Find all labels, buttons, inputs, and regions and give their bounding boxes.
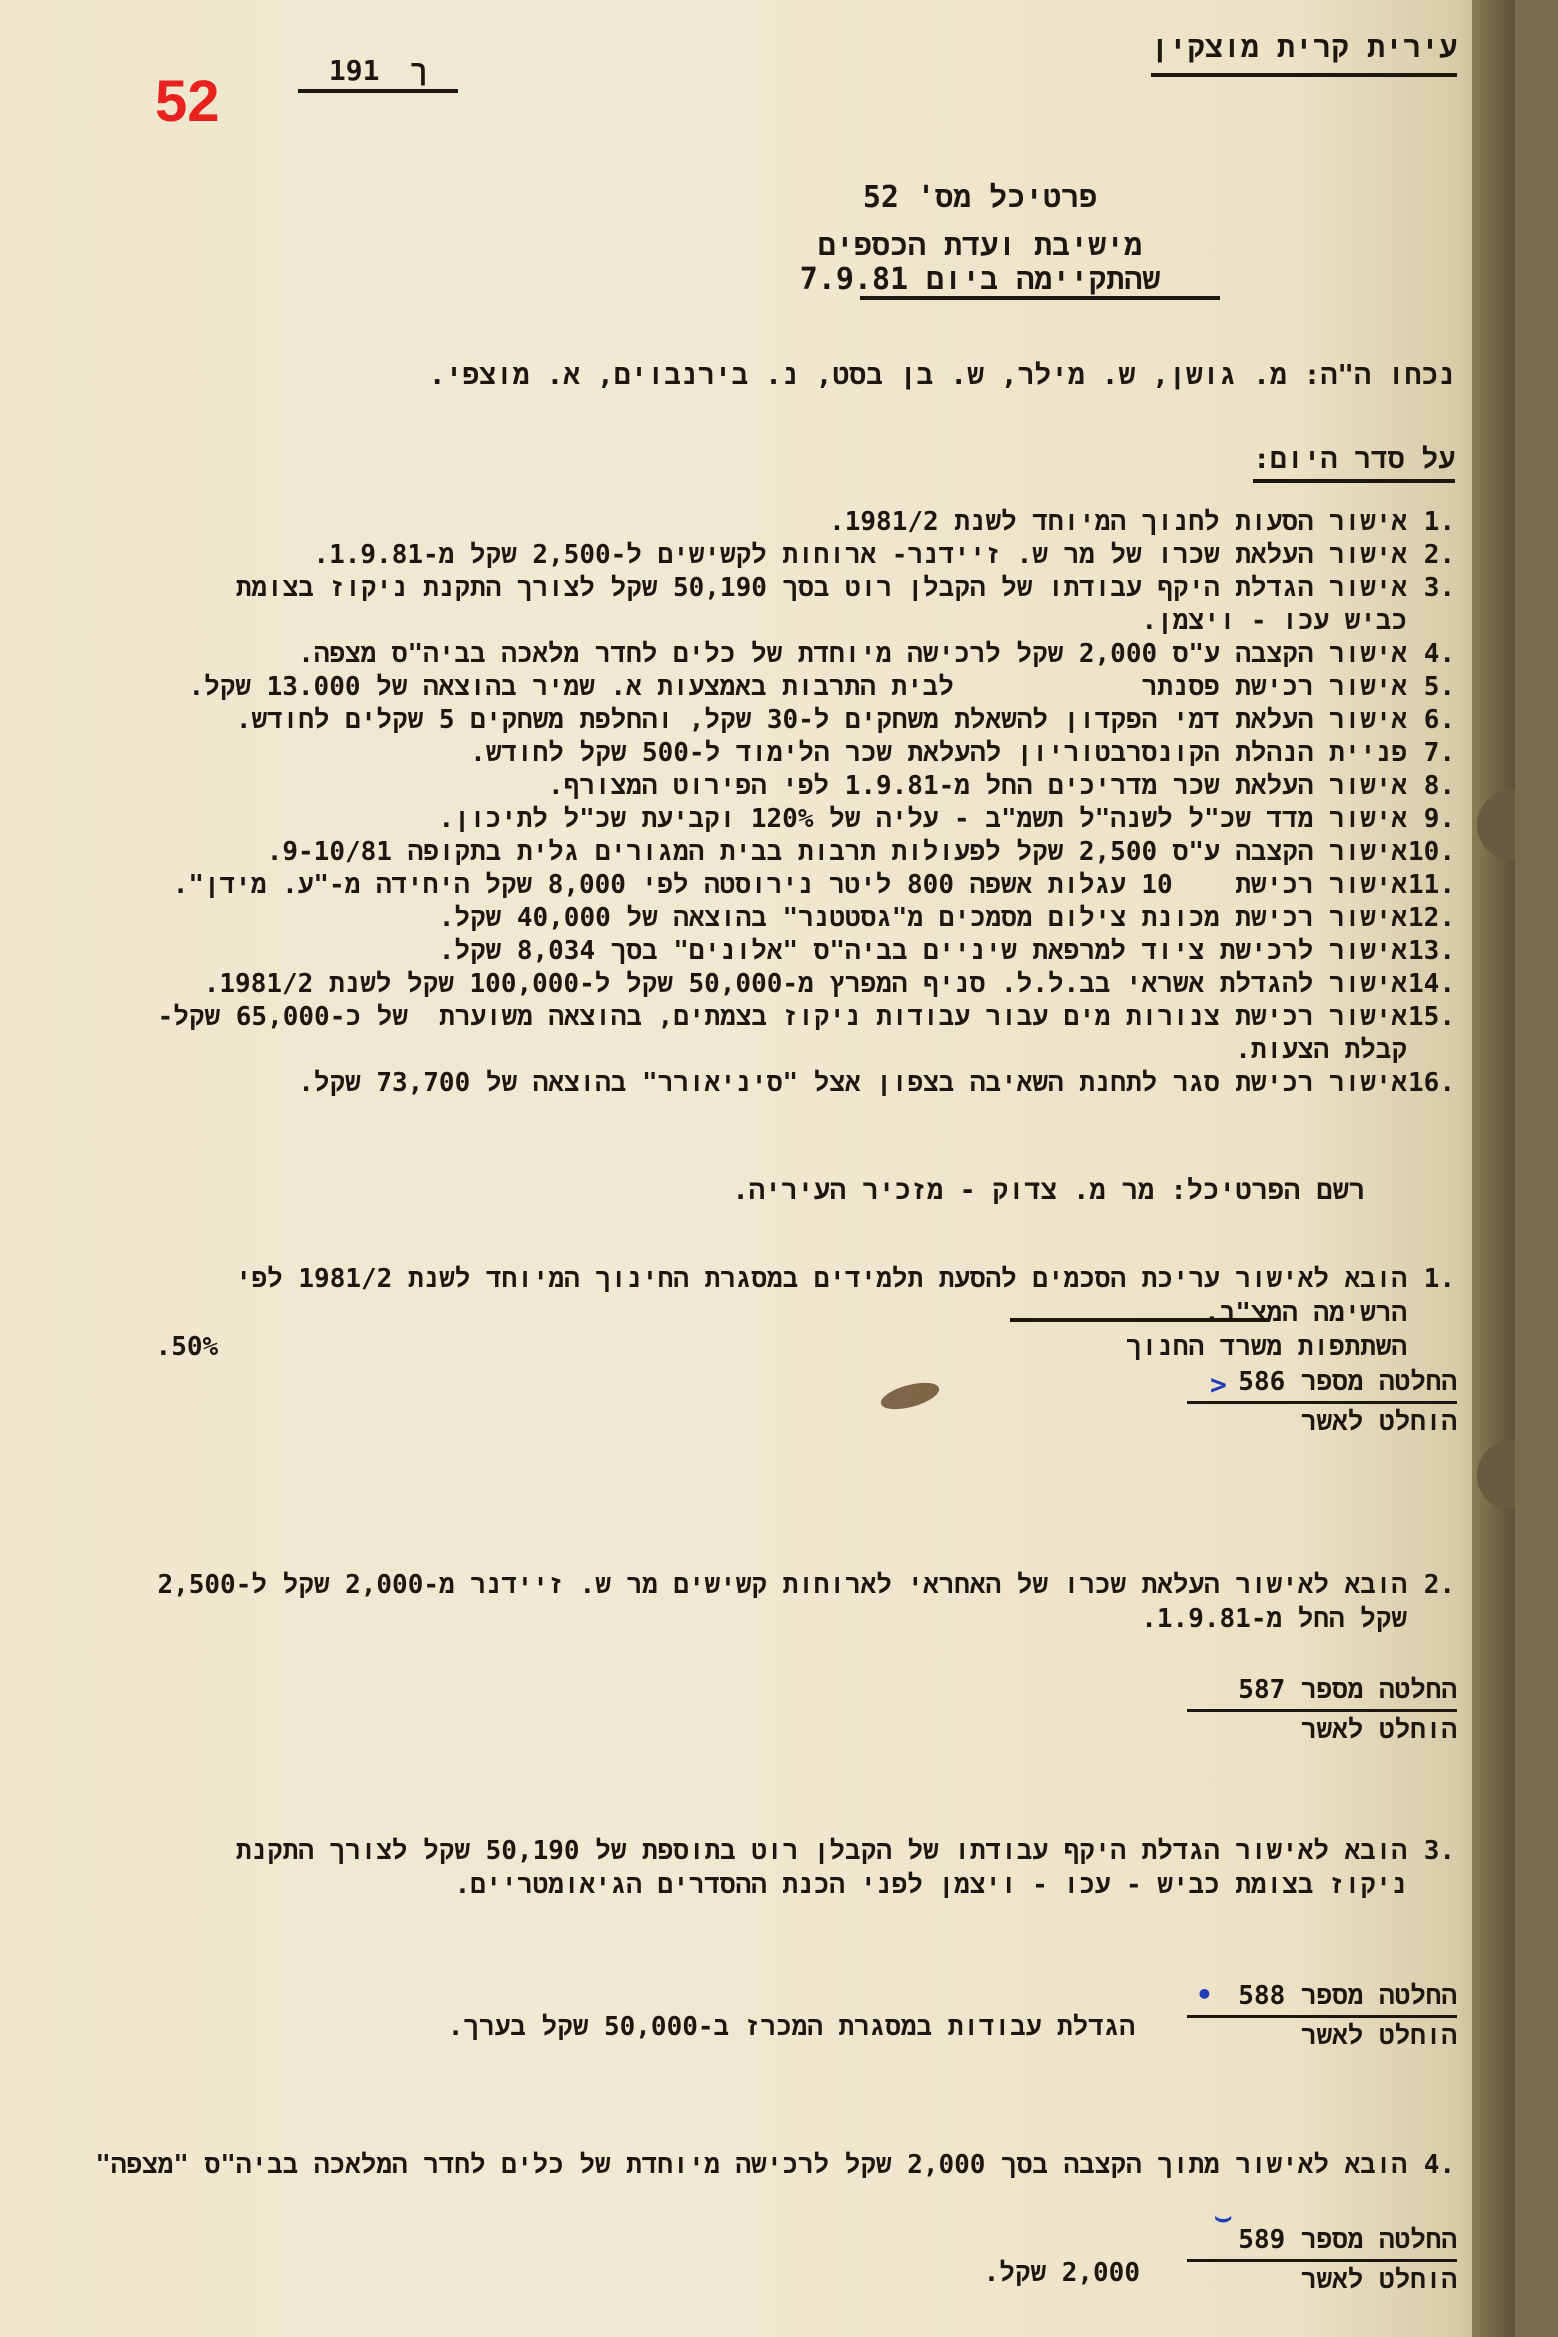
agenda-item [115, 902, 1455, 935]
agenda-item [115, 671, 1455, 704]
agenda-item [115, 1001, 1455, 1034]
agenda-item-number: .12 [1408, 903, 1455, 933]
title-underline [860, 296, 1220, 300]
agenda-item-number: .15 [1408, 1002, 1455, 1032]
decision-text: הוחלט לאשר [1300, 1715, 1457, 1745]
agenda-item-number: .3 [1423, 573, 1455, 603]
decision-number: 587 [1238, 1675, 1286, 1705]
decision-note: הגדלת עבודות במסגרת המכרז ב-50,000 שקל בערך. [447, 2012, 1135, 2042]
agenda-item-number: .14 [1408, 969, 1455, 999]
agenda-item-number: .11 [1408, 870, 1455, 900]
agenda-item-continuation [115, 1034, 1455, 1067]
meeting-date: שהתקיימה ביום 7.9.81 [799, 262, 1161, 297]
item-text-line: שקל החל מ-1.9.81. [1141, 1604, 1407, 1634]
agenda-item-text: פניית הנהלת הקונסרבטוריון להעלאת שכר הלימוד ל-500 שקל לחודש. [470, 738, 1407, 768]
pen-check-mark: > [1210, 1368, 1227, 1401]
binder-edge [1472, 0, 1515, 2337]
decision-number: 588 [1238, 1981, 1286, 2011]
attendees-line: נכחו ה"ה: מ. גושן, ש. מילר, ש. בן בסט, נ. בירנבוים, א. מוצפי. [428, 358, 1455, 391]
decision-number-line [1187, 1364, 1457, 1404]
agenda-item-text: אישור הסעות לחנוך המיוחד לשנת 1981/2. [829, 507, 1407, 537]
page-letter: ך [410, 54, 428, 87]
agenda-item [115, 638, 1455, 671]
recorder-line: רשם הפרטיכל: מר מ. צדוק - מזכיר העיריה. [732, 1175, 1365, 1206]
hand-underline [1010, 1318, 1270, 1322]
agenda-item-text: אישור מדד שכ"ל לשנה"ל תשמ"ב - עליה של 120% וקביעת שכ"ל לתיכון. [438, 804, 1407, 834]
item-text-line: הובא לאישור הגדלת היקף עבודתו של הקבלן רוט בתוספת של 50,190 שקל לצורך התקנת [235, 1836, 1407, 1866]
decision-label: החלטה מספר [1300, 1367, 1457, 1397]
decision-text: הוחלט לאשר [1300, 2021, 1457, 2051]
agenda-item-text: אישור העלאת שכרו של מר ש. זיידנר- ארוחות לקשישים ל-2,500 שקל מ-1.9.81. [313, 540, 1407, 570]
agenda-item-number: .6 [1423, 705, 1455, 735]
decision-number-line [1187, 1978, 1457, 2018]
decision-number: 586 [1238, 1367, 1286, 1397]
minutes-item-2 [35, 1568, 1455, 1636]
agenda-item [115, 704, 1455, 737]
agenda-item-number: .16 [1408, 1068, 1455, 1098]
item-number: .1 [1423, 1264, 1455, 1294]
agenda-item [115, 572, 1455, 605]
agenda-item-number: .13 [1408, 936, 1455, 966]
decision-589 [1157, 2222, 1457, 2298]
agenda-item [115, 1067, 1455, 1100]
item-number: .4 [1423, 2150, 1455, 2180]
minutes-item-3 [35, 1834, 1455, 1902]
agenda-item [115, 506, 1455, 539]
red-stamp-number: 52 [155, 69, 220, 134]
agenda-item-number: .10 [1408, 837, 1455, 867]
agenda-item-number: .8 [1423, 771, 1455, 801]
agenda-item-text: אישור הגדלת היקף עבודתו של הקבלן רוט בסך 50,190 שקל לצורך התקנת ניקוז בצומת [235, 573, 1407, 603]
ink-smudge [878, 1378, 942, 1415]
agenda-item-text-continued: כביש עכו - ויצמן. [1141, 606, 1407, 636]
minutes-item-1 [35, 1262, 1455, 1364]
agenda-item-number: .2 [1423, 540, 1455, 570]
item-number: .3 [1423, 1836, 1455, 1866]
pen-check-mark: ⌣ [1214, 2200, 1233, 2233]
agenda-list [115, 506, 1455, 1100]
decision-note: 2,000 שקל. [983, 2258, 1140, 2288]
decision-label: החלטה מספר [1300, 2225, 1457, 2255]
decision-number: 589 [1238, 2225, 1286, 2255]
item-text-line: הובא לאישור מתוך הקצבה בסך 2,000 שקל לרכישה מיוחדת של כלים לחדר המלאכה בביה"ס "מצפה" [95, 2150, 1407, 2180]
agenda-item-text: אישור לרכישת ציוד למרפאת שיניים בביה"ס "אלונים" בסך 8,034 שקל. [438, 936, 1407, 966]
item-text-line: הובא לאישור עריכת הסכמים להסעת תלמידים במסגרת החינוך המיוחד לשנת 1981/2 לפי [235, 1264, 1407, 1294]
page-number [298, 54, 458, 93]
decision-586 [1157, 1364, 1457, 1440]
meeting-title: מישיבת ועדת הכספים [817, 228, 1143, 263]
agenda-item [115, 737, 1455, 770]
agenda-item-text: אישור רכישת צנורות מים עבור עבודות ניקוז בצמתים, בהוצאה משוערת של כ-65,000 שקל- [157, 1002, 1407, 1032]
decision-label: החלטה מספר [1300, 1981, 1457, 2011]
decision-587 [1157, 1672, 1457, 1748]
item-text-line: הרשימה המצ"ב. [1204, 1298, 1407, 1328]
item-number: .2 [1423, 1570, 1455, 1600]
minutes-item-4 [35, 2148, 1455, 2182]
agenda-item-text: אישור רכישת פסנתר לבית התרבות באמצעות א. שמיר בהוצאה של 13.000 שקל. [188, 672, 1407, 702]
agenda-item-text: אישור רכישת 10 עגלות אשפה 800 ליטר נירוסטה לפי 8,000 שקל היחידה מ-"ע. מידן". [172, 870, 1407, 900]
agenda-heading: על סדר היום: [1253, 442, 1455, 483]
agenda-item [115, 968, 1455, 1001]
agenda-item-number: .9 [1423, 804, 1455, 834]
item-text-line: ניקוז בצומת כביש - עכו - ויצמן לפני הכנת ההסדרים הגיאומטריים. [454, 1870, 1407, 1900]
agenda-item-text: אישור הקצבה ע"ס 2,500 שקל לפעולות תרבות בבית המגורים גלית בתקופה 9-10/81. [266, 837, 1407, 867]
town-header: עירית קרית מוצקין [1151, 30, 1457, 77]
agenda-item-text: אישור הקצבה ע"ס 2,000 שקל לרכישה מיוחדת של כלים לחדר מלאכה בביה"ס מצפה. [298, 639, 1407, 669]
decision-number-line [1187, 1672, 1457, 1712]
agenda-item-number: .5 [1423, 672, 1455, 702]
agenda-item-text: אישור רכישת סגר לתחנת השאיבה בצפון אצל "סיניאורר" בהוצאה של 73,700 שקל. [298, 1068, 1407, 1098]
agenda-item-number: .1 [1423, 507, 1455, 537]
decision-text: הוחלט לאשר [1300, 2265, 1457, 2295]
agenda-item [115, 836, 1455, 869]
agenda-item-continuation [115, 605, 1455, 638]
agenda-item-text: אישור רכישת מכונת צילום מסמכים מ"גסטטנר" בהוצאה של 40,000 שקל. [438, 903, 1407, 933]
agenda-item-text: אישור להגדלת אשראי בב.ל.ל. סניף המפרץ מ-50,000 שקל ל-100,000 שקל לשנת 1981/2. [203, 969, 1407, 999]
agenda-item-text: אישור העלאת דמי הפקדון להשאלת משחקים ל-30 שקל, והחלפת משחקים 5 שקלים לחודש. [235, 705, 1407, 735]
item-text-line: הובא לאישור העלאת שכרו של האחראי לארוחות קשישים מר ש. זיידנר מ-2,000 שקל ל-2,500 [157, 1570, 1407, 1600]
pen-dot-mark: • [1196, 1978, 1213, 2011]
agenda-item [115, 869, 1455, 902]
agenda-item-number: .4 [1423, 639, 1455, 669]
item-text-line: השתתפות משרד החנוך 50%. [155, 1332, 1407, 1362]
agenda-item [115, 803, 1455, 836]
decision-label: החלטה מספר [1300, 1675, 1457, 1705]
agenda-item [115, 539, 1455, 572]
agenda-item-text-continued: קבלת הצעות. [1235, 1035, 1407, 1065]
agenda-item-number: .7 [1423, 738, 1455, 768]
page-number-value: 191 [328, 54, 380, 87]
protocol-title: פרטיכל מס' 52 [862, 180, 1098, 215]
agenda-item [115, 935, 1455, 968]
agenda-item [115, 770, 1455, 803]
decision-text: הוחלט לאשר [1300, 1407, 1457, 1437]
agenda-item-text: אישור העלאת שכר מדריכים החל מ-1.9.81 לפי הפירוט המצורף. [548, 771, 1407, 801]
